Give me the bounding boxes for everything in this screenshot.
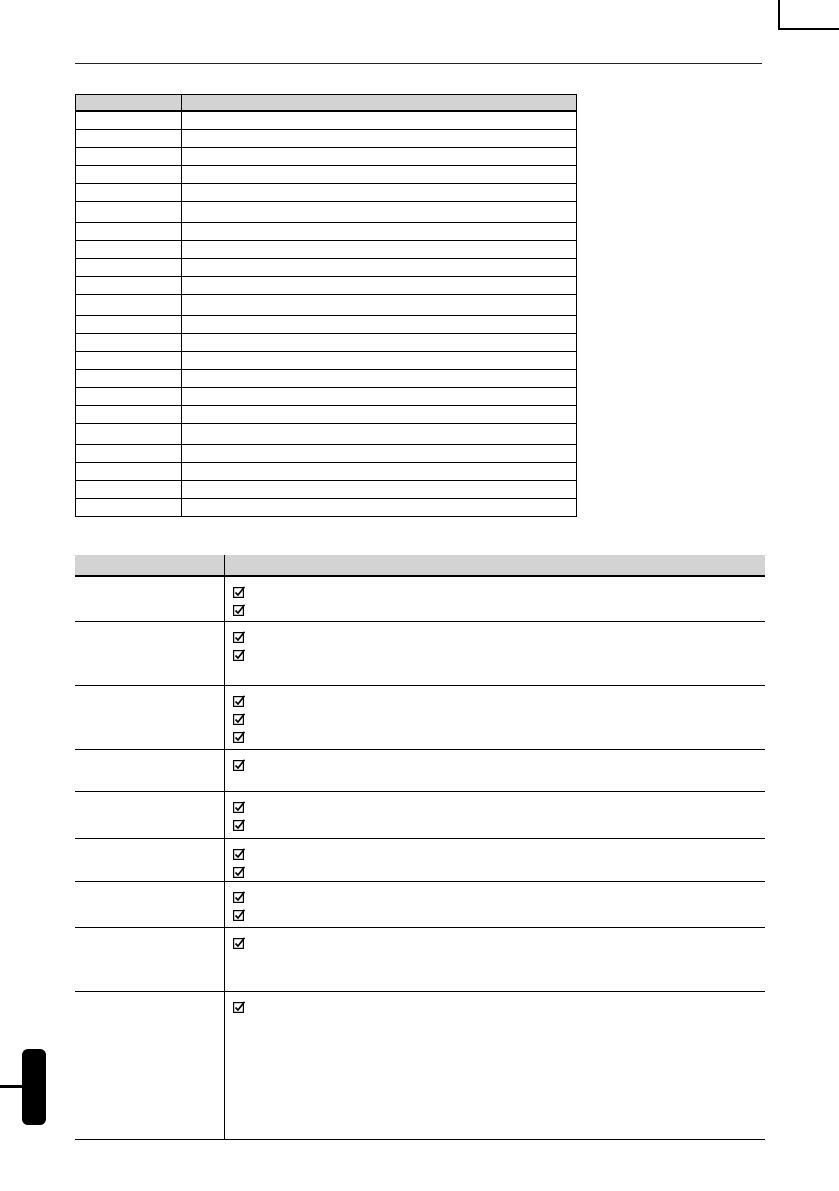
small-table-cell	[76, 223, 182, 240]
small-table-row	[76, 352, 576, 370]
small-table-cell	[76, 406, 182, 423]
small-table-cell	[182, 316, 576, 333]
large-table-content-cell	[225, 839, 765, 881]
large-table-row	[75, 992, 765, 1140]
small-table-header-col1	[76, 95, 182, 110]
small-table-row	[76, 406, 576, 424]
small-table-row	[76, 223, 576, 241]
large-table-label-cell	[75, 992, 225, 1139]
large-table-row	[75, 577, 765, 622]
large-table-row	[75, 750, 765, 792]
small-table-row	[76, 241, 576, 259]
small-table-row	[76, 184, 576, 202]
checked-box-icon	[233, 801, 245, 813]
large-table-row	[75, 792, 765, 839]
small-table-row	[76, 463, 576, 481]
large-table-content-cell	[225, 622, 765, 685]
small-table-row	[76, 370, 576, 388]
small-table-cell	[76, 463, 182, 480]
small-table-cell	[182, 481, 576, 498]
large-table-content-cell	[225, 882, 765, 927]
small-table-cell	[76, 112, 182, 129]
small-table-row	[76, 148, 576, 166]
large-table-row	[75, 686, 765, 750]
small-table-cell	[182, 241, 576, 258]
checked-box-icon	[233, 759, 245, 771]
large-table-content-cell	[225, 750, 765, 791]
small-table-cell	[182, 352, 576, 369]
small-table-cell	[76, 370, 182, 387]
small-table-cell	[182, 277, 576, 294]
small-table-cell	[76, 259, 182, 276]
large-table-label-cell	[75, 622, 225, 685]
small-table-cell	[76, 166, 182, 183]
large-table-label-cell	[75, 686, 225, 749]
large-table-content-cell	[225, 686, 765, 749]
small-table-cell	[182, 370, 576, 387]
small-table-row	[76, 481, 576, 499]
small-table-cell	[182, 259, 576, 276]
small-table-header-col2	[182, 95, 576, 110]
large-table-label-cell	[75, 882, 225, 927]
small-table-cell	[182, 406, 576, 423]
small-table-row	[76, 424, 576, 445]
small-table-row	[76, 277, 576, 295]
large-table-row	[75, 839, 765, 882]
large-table-row	[75, 622, 765, 686]
large-table-row	[75, 928, 765, 992]
checked-box-icon	[233, 937, 245, 949]
checked-box-icon	[233, 604, 245, 616]
small-table-cell	[182, 499, 576, 516]
small-table-cell	[182, 334, 576, 351]
large-table-label-cell	[75, 928, 225, 991]
small-table-row	[76, 259, 576, 277]
small-table-row	[76, 295, 576, 316]
large-table-content-cell	[225, 992, 765, 1139]
small-table-cell	[76, 130, 182, 147]
small-table-cell	[182, 148, 576, 165]
small-table-row	[76, 166, 576, 184]
small-table-cell	[76, 316, 182, 333]
small-table-cell	[76, 424, 182, 444]
small-table-cell	[76, 202, 182, 222]
small-table-cell	[182, 184, 576, 201]
checked-box-icon	[233, 1001, 245, 1013]
small-table-cell	[76, 277, 182, 294]
large-table-label-cell	[75, 577, 225, 621]
small-table-row	[76, 316, 576, 334]
small-table-cell	[76, 148, 182, 165]
small-table-cell	[182, 295, 576, 315]
small-table-row	[76, 334, 576, 352]
small-table-cell	[182, 166, 576, 183]
large-table-header	[75, 555, 765, 577]
small-table-cell	[182, 223, 576, 240]
checked-box-icon	[233, 713, 245, 725]
small-table-cell	[76, 481, 182, 498]
small-table-cell	[76, 334, 182, 351]
small-table-row	[76, 499, 576, 517]
side-thumb-line	[0, 1085, 36, 1088]
small-table-row	[76, 445, 576, 463]
crop-mark-horizontal	[780, 28, 839, 30]
small-table-cell	[76, 445, 182, 462]
checked-box-icon	[233, 731, 245, 743]
checked-box-icon	[233, 866, 245, 878]
large-table-content-cell	[225, 928, 765, 991]
large-table-row	[75, 882, 765, 928]
large-table-content-cell	[225, 792, 765, 838]
small-table-row	[76, 202, 576, 223]
small-table-cell	[182, 463, 576, 480]
small-table-cell	[76, 184, 182, 201]
large-table-content-cell	[225, 577, 765, 621]
checked-box-icon	[233, 631, 245, 643]
small-table-cell	[76, 241, 182, 258]
small-table-cell	[182, 202, 576, 222]
small-table-row	[76, 130, 576, 148]
small-table	[75, 94, 577, 517]
page-header-rule	[75, 63, 762, 64]
large-table-label-cell	[75, 750, 225, 791]
checked-box-icon	[233, 586, 245, 598]
small-table-cell	[76, 352, 182, 369]
small-table-row	[76, 388, 576, 406]
small-table-cell	[182, 424, 576, 444]
checked-box-icon	[233, 649, 245, 661]
checked-box-icon	[233, 891, 245, 903]
crop-mark-vertical	[778, 0, 780, 30]
checked-box-icon	[233, 909, 245, 921]
small-table-cell	[76, 388, 182, 405]
checked-box-icon	[233, 695, 245, 707]
checked-box-icon	[233, 848, 245, 860]
large-table	[75, 555, 765, 1140]
small-table-cell	[76, 499, 182, 516]
small-table-cell	[76, 295, 182, 315]
small-table-cell	[182, 130, 576, 147]
checked-box-icon	[233, 819, 245, 831]
small-table-cell	[182, 112, 576, 129]
large-table-label-cell	[75, 792, 225, 838]
small-table-header	[76, 94, 576, 112]
small-table-row	[76, 112, 576, 130]
small-table-cell	[182, 388, 576, 405]
large-table-label-cell	[75, 839, 225, 881]
small-table-cell	[182, 445, 576, 462]
large-table-header-col1	[75, 555, 225, 575]
